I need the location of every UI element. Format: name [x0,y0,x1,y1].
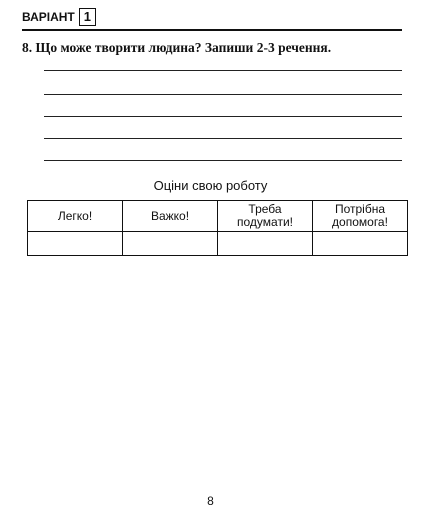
answer-line[interactable] [44,94,402,95]
rating-header-hard [123,201,218,232]
rating-header-easy [28,201,123,232]
variant-text: ВАРІАНТ [22,10,75,24]
rating-cell-help[interactable] [313,232,408,256]
rating-header-text: допомога! [332,215,388,229]
rating-header-text: Потрібна [334,202,386,216]
self-assessment-table [27,200,408,256]
rating-header-text: Важко! [150,208,190,223]
rating-cell-think[interactable] [218,232,313,256]
page-number: 8 [207,494,214,508]
rating-header-think [218,201,313,232]
rating-header-help [313,201,408,232]
answer-line[interactable] [44,116,402,117]
answer-line[interactable] [44,70,402,71]
rating-header-text: Легко! [57,208,93,223]
rating-cell-hard[interactable] [123,232,218,256]
variant-number: 1 [79,8,96,26]
self-assessment-title: Оціни свою роботу [153,178,268,193]
task-question: 8. Що може творити людина? Запиши 2-3 речення. [22,40,332,55]
variant-label [22,8,96,26]
header-rule [22,29,402,31]
rating-header-text: Треба [248,202,282,216]
answer-line[interactable] [44,160,402,161]
answer-line[interactable] [44,138,402,139]
rating-cell-easy[interactable] [28,232,123,256]
rating-header-text: подумати! [237,215,293,229]
